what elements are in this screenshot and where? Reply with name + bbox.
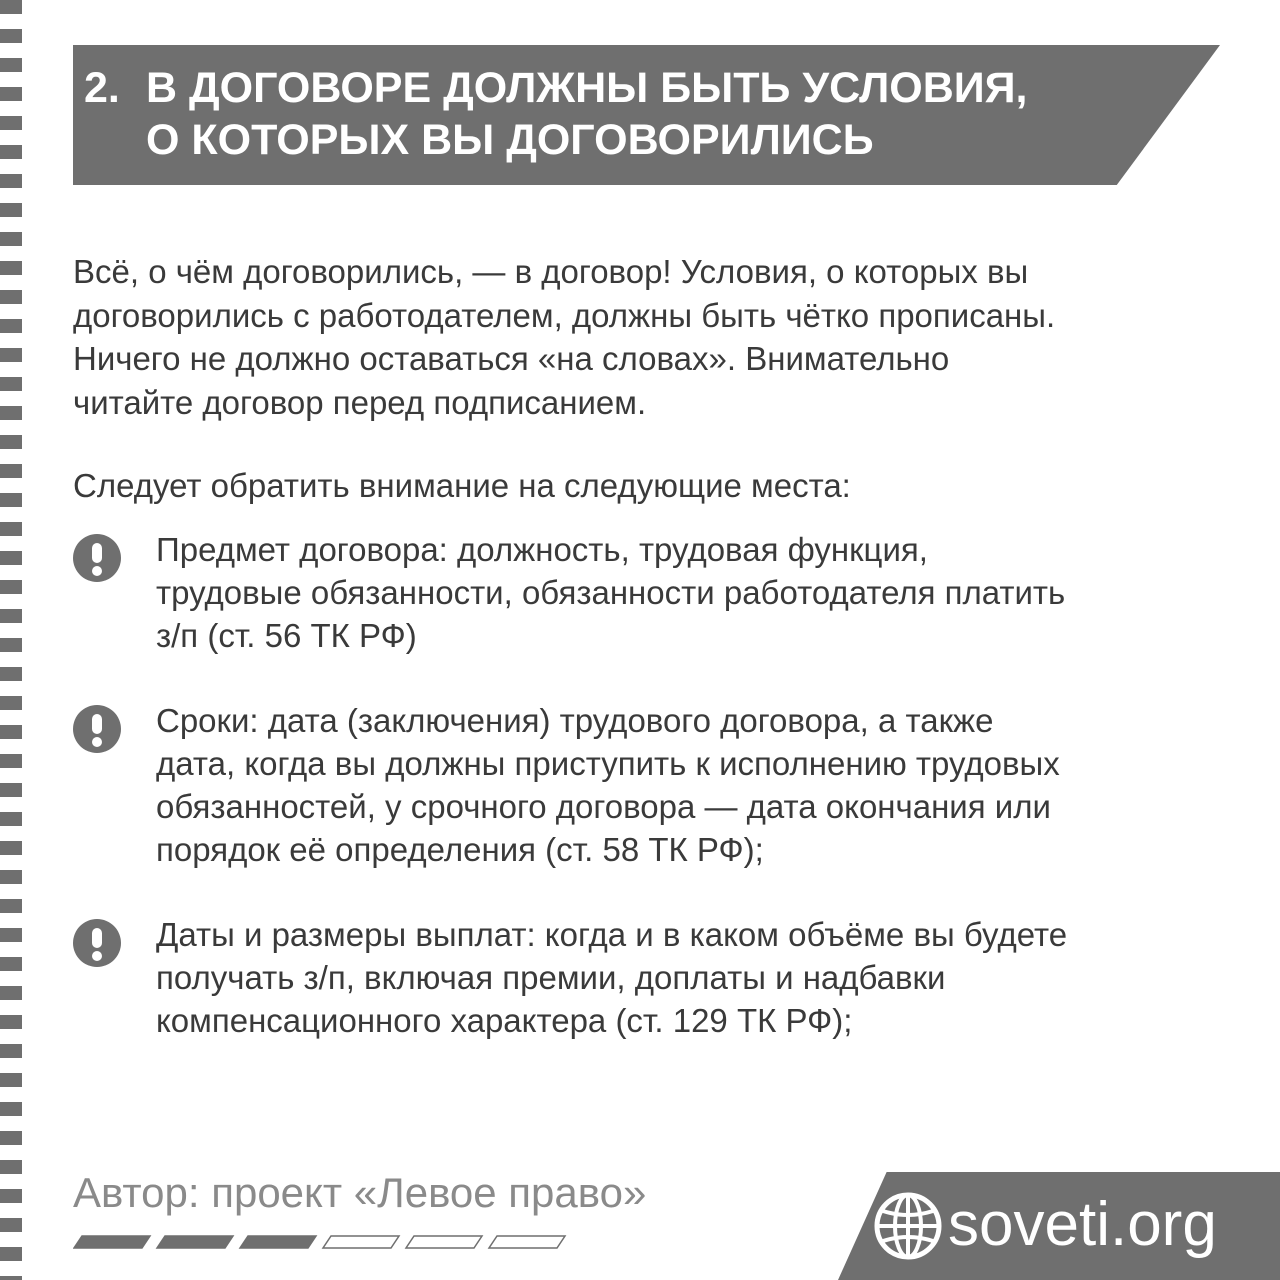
- progress-segment-filled: [74, 1236, 150, 1248]
- intro-line-2: договорились с работодателем, должны быть чётко прописаны.: [73, 296, 1056, 334]
- list-item-text: [156, 699, 1246, 871]
- list-item-line: порядок её определения (ст. 58 ТК РФ);: [156, 831, 764, 868]
- progress-segment-empty: [406, 1236, 482, 1248]
- list-item-line: обязанностей, у срочного договора — дата окончания или: [156, 788, 1051, 825]
- list-item-line: Даты и размеры выплат: когда и в каком объёме вы будете: [156, 916, 1068, 953]
- lead-text: Следует обратить внимание на следующие места:: [73, 467, 851, 504]
- list-item-line: Сроки: дата (заключения) трудового договора, а также: [156, 702, 994, 739]
- intro-line-1: Всё, о чём договорились, — в договор! Условия, о которых вы: [73, 253, 1029, 290]
- progress-segment-filled: [157, 1236, 233, 1248]
- intro-paragraph: [73, 250, 1243, 424]
- list-item-text: [156, 913, 1246, 1042]
- list-item-line: компенсационного характера (ст. 129 ТК РФ);: [156, 1002, 853, 1039]
- page-progress-indicator: [73, 1234, 583, 1250]
- intro-line-4: читайте договор перед подписанием.: [73, 383, 647, 421]
- exclamation-icon: [73, 705, 121, 753]
- title-line-2: О КОТОРЫХ ВЫ ДОГОВОРИЛИСЬ: [146, 116, 874, 164]
- author-credit: Автор: проект «Левое право»: [73, 1169, 647, 1216]
- list-item-line: Предмет договора: должность, трудовая функция,: [156, 531, 928, 568]
- list-item-text: [156, 528, 1246, 657]
- globe-icon: [872, 1190, 944, 1262]
- logo-text[interactable]: soveti.org: [948, 1190, 1217, 1259]
- progress-segment-filled: [240, 1236, 316, 1248]
- exclamation-icon: [73, 534, 121, 582]
- list-item-line: трудовые обязанности, обязанности работодателя платить: [156, 574, 1066, 611]
- page-title: [146, 62, 1156, 166]
- dashed-side-strip: [0, 0, 22, 1280]
- progress-segment-empty: [323, 1236, 399, 1248]
- section-number: 2.: [84, 64, 120, 112]
- title-line-1: В ДОГОВОРЕ ДОЛЖНЫ БЫТЬ УСЛОВИЯ,: [146, 64, 1028, 112]
- list-item-line: дата, когда вы должны приступить к исполнению трудовых: [156, 745, 1060, 782]
- list-item-line: з/п (ст. 56 ТК РФ): [156, 617, 417, 654]
- intro-line-3: Ничего не должно оставаться «на словах». Внимательно: [73, 340, 950, 377]
- list-item-line: получать з/п, включая премии, доплаты и надбавки: [156, 959, 946, 996]
- progress-segment-empty: [489, 1236, 565, 1248]
- exclamation-icon: [73, 919, 121, 967]
